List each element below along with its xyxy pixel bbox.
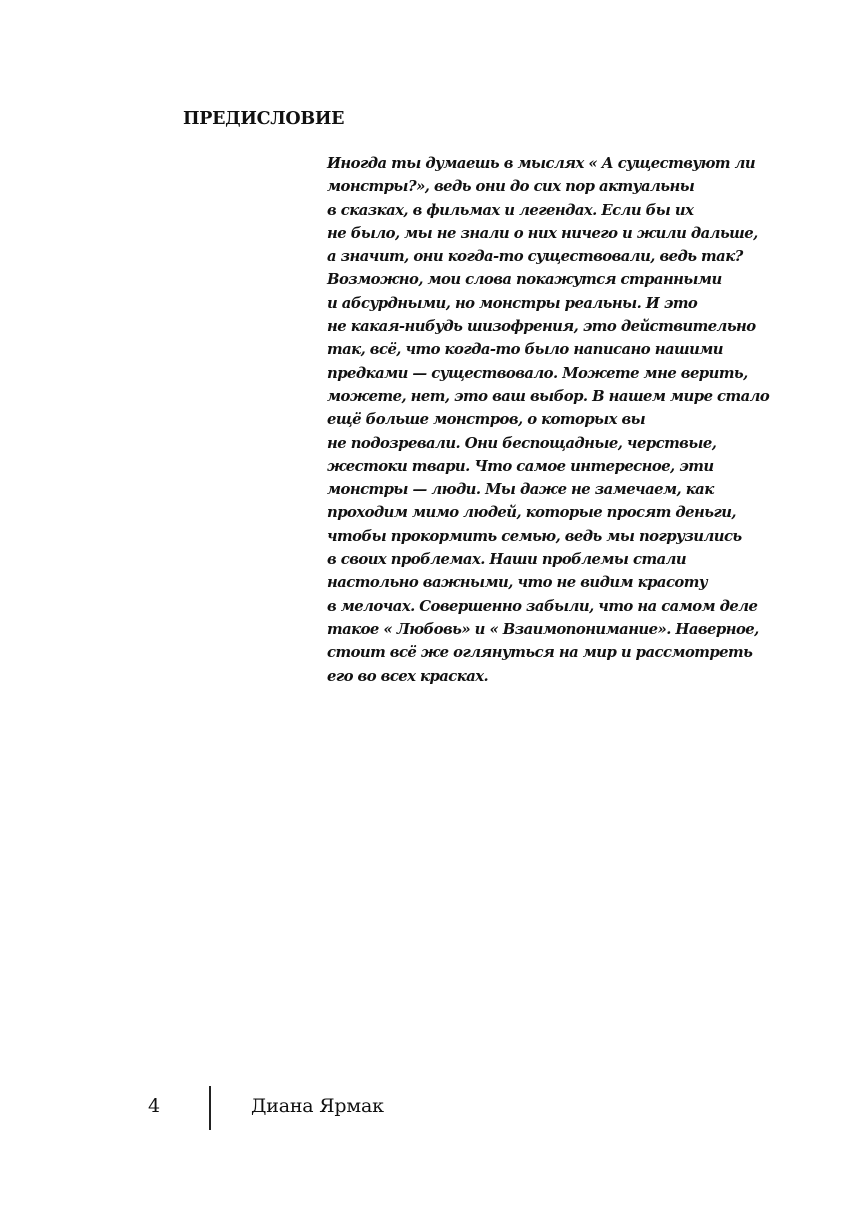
text-line: его во всех красках.: [327, 667, 489, 685]
preface-text: [327, 152, 770, 688]
page-number: 4: [148, 1095, 161, 1117]
text-line: предками — существовало. Можете мне верить,: [327, 364, 748, 382]
text-line: жестоки твари. Что самое интересное, эти: [327, 457, 714, 475]
author-name: Диана Ярмак: [251, 1095, 384, 1117]
text-line: стоит всё же оглянуться на мир и рассмотреть: [327, 644, 753, 662]
text-line: так, всё, что когда-то было написано нашими: [327, 341, 724, 359]
text-line: а значит, они когда-то существовали, ведь так?: [327, 248, 743, 266]
text-line: чтобы прокормить семью, ведь мы погрузились: [327, 527, 742, 545]
text-line: ещё больше монстров, о которых вы: [327, 411, 646, 429]
text-line: и абсурдными, но монстры реальны. И это: [327, 294, 698, 312]
section-heading: ПРЕДИСЛОВИЕ: [183, 109, 345, 129]
text-line: в своих проблемах. Наши проблемы стали: [327, 551, 687, 569]
text-line: можете, нет, это ваш выбор. В нашем мире стало: [327, 387, 770, 405]
text-line: не подозревали. Они беспощадные, черствые,: [327, 434, 717, 452]
text-line: монстры — люди. Мы даже не замечаем, как: [327, 481, 714, 499]
text-line: Иногда ты думаешь в мыслях « А существуют ли: [327, 155, 756, 172]
text-line: такое « Любовь» и « Взаимопонимание». Наверное,: [327, 620, 759, 638]
text-line: настольно важными, что не видим красоту: [327, 574, 708, 592]
text-line: проходим мимо людей, которые просят деньги,: [327, 504, 737, 522]
text-line: в сказках, в фильмах и легендах. Если бы их: [327, 201, 694, 219]
text-line: не какая-нибудь шизофрения, это действительно: [327, 318, 756, 336]
footer-divider: [209, 1086, 211, 1130]
text-line: в мелочах. Совершенно забыли, что на самом деле: [327, 597, 758, 615]
text-line: не было, мы не знали о них ничего и жили дальше,: [327, 224, 758, 242]
text-line: монстры?», ведь они до сих пор актуальны: [327, 178, 695, 196]
text-line: Возможно, мои слова покажутся странными: [327, 271, 722, 289]
